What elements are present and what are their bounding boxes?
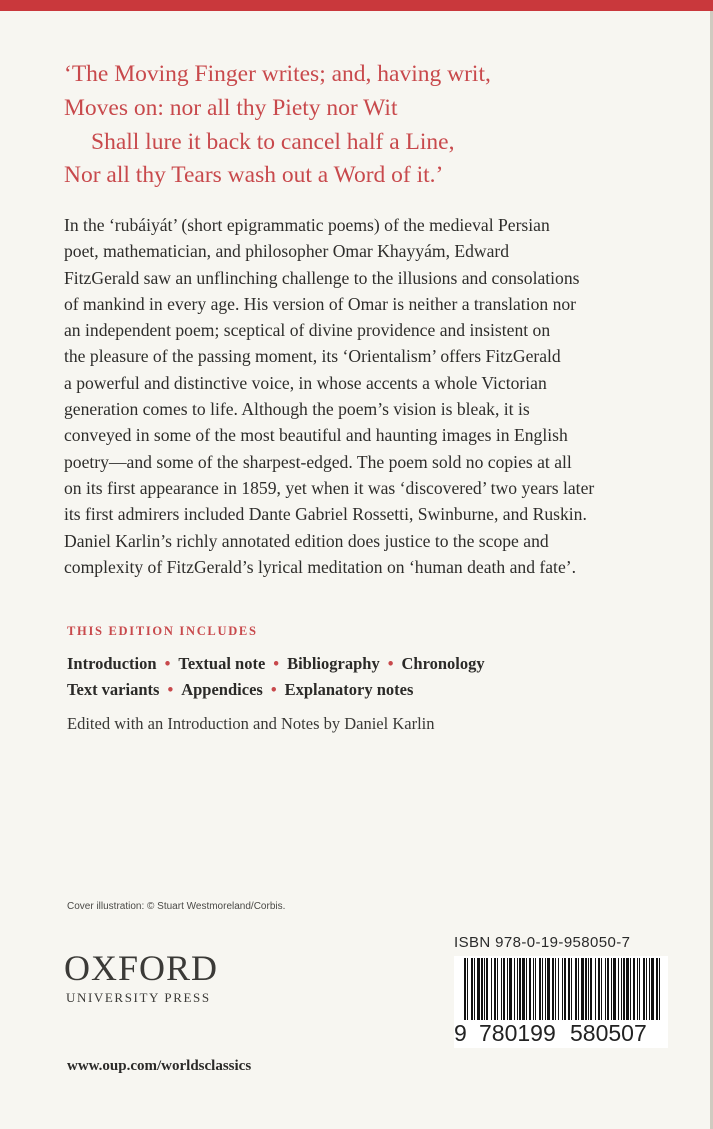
barcode-bar <box>514 958 515 1020</box>
barcode-bar <box>535 958 536 1020</box>
quote-line: ‘The Moving Finger writes; and, having writ, <box>64 61 491 87</box>
blurb-line: In the ‘rubáiyát’ (short epigrammatic poems) of the medieval Persian <box>64 215 550 235</box>
publisher-name: OXFORD <box>64 948 219 988</box>
bullet-separator: • <box>167 679 174 699</box>
barcode-bar <box>503 958 505 1020</box>
blurb-line: poetry—and some of the sharpest-edged. The poem sold no copies at all <box>64 451 572 472</box>
quote-line: Moves on: nor all thy Piety nor Wit <box>64 94 398 121</box>
barcode-bar <box>575 958 577 1020</box>
include-item: Introduction <box>67 654 157 673</box>
includes-row <box>67 677 627 703</box>
barcode-bar <box>590 958 592 1020</box>
barcode-bar <box>477 958 480 1020</box>
barcode-bar <box>578 958 579 1020</box>
barcode-bar <box>649 958 650 1020</box>
barcode-bar <box>613 958 616 1020</box>
barcode-bar <box>630 958 631 1020</box>
barcode-bar <box>507 958 508 1020</box>
barcode-bar <box>522 958 525 1020</box>
publisher-subtitle: UNIVERSITY PRESS <box>66 990 211 1005</box>
barcode-bar <box>481 958 483 1020</box>
barcode-bar <box>517 958 518 1020</box>
barcode-bar <box>539 958 541 1020</box>
blurb-line: of mankind in every age. His version of Omar is neither a translation nor <box>64 293 577 314</box>
blurb-line: poet, mathematician, and philosopher Omar Khayyám, Edward <box>64 241 510 262</box>
barcode-bar <box>581 958 584 1020</box>
quote-line: Shall lure it back to cancel half a Line, <box>91 128 455 155</box>
includes-row <box>67 651 627 677</box>
barcode-bar <box>542 958 543 1020</box>
barcode-bar <box>623 958 625 1020</box>
barcode-bar <box>533 958 534 1020</box>
barcode-bar <box>526 958 527 1020</box>
barcode-bar <box>585 958 587 1020</box>
include-item: Bibliography <box>287 654 380 673</box>
blurb-line: FitzGerald saw an unflinching challenge to the illusions and consolations <box>64 267 580 288</box>
barcode-bar <box>552 958 554 1020</box>
barcode-bar <box>558 958 559 1020</box>
website-link[interactable]: www.oup.com/worldsclassics <box>67 1058 252 1074</box>
barcode-bar <box>494 958 496 1020</box>
barcode-bar <box>471 958 473 1020</box>
editor-credit: Edited with an Introduction and Notes by Daniel Karlin <box>67 714 435 733</box>
barcode-bar <box>568 958 570 1020</box>
barcode-bar <box>474 958 475 1020</box>
barcode-bar <box>621 958 622 1020</box>
blurb-line: generation comes to life. Although the poem’s vision is bleak, it is <box>64 399 530 420</box>
barcode-bar <box>501 958 502 1020</box>
barcode-bar <box>651 958 654 1020</box>
barcode-bar <box>626 958 629 1020</box>
bullet-separator: • <box>164 654 171 673</box>
barcode-bar <box>519 958 521 1020</box>
barcode-bar <box>633 958 635 1020</box>
bullet-separator: • <box>387 654 394 673</box>
blurb-line: a powerful and distinctive voice, in whose accents a whole Victorian <box>64 372 547 393</box>
barcode-bar <box>598 958 600 1020</box>
barcode-digits <box>454 1020 668 1048</box>
include-item: Chronology <box>401 654 485 673</box>
barcode-bar <box>605 958 606 1020</box>
isbn-label: ISBN 978-0-19-958050-7 <box>454 934 631 951</box>
include-item: Explanatory notes <box>284 679 414 699</box>
top-color-band <box>0 0 713 11</box>
cover-illustration-credit: Cover illustration: © Stuart Westmoreland/Corbis. <box>67 901 286 912</box>
barcode-bar <box>486 958 488 1020</box>
description-blurb <box>64 212 654 580</box>
quote-line: Nor all thy Tears wash out a Word of it.’ <box>64 162 444 189</box>
barcode-bar <box>643 958 645 1020</box>
blurb-line: conveyed in some of the most beautiful and haunting images in English <box>64 425 568 446</box>
blurb-line: an independent poem; sceptical of divine providence and insistent on <box>64 320 551 341</box>
include-item: Textual note <box>178 654 266 673</box>
blurb-line: complexity of FitzGerald’s lyrical meditation on ‘human death and fate’. <box>64 556 577 577</box>
barcode-digit-group: 580507 <box>570 1020 647 1046</box>
blurb-line: on its first appearance in 1859, yet when it was ‘discovered’ two years later <box>64 477 595 498</box>
barcode-digit-group: 780199 <box>479 1020 556 1046</box>
barcode-bar <box>484 958 485 1020</box>
barcode-bar <box>509 958 512 1020</box>
barcode-bar <box>555 958 556 1020</box>
barcode-bar <box>547 958 550 1020</box>
bullet-separator: • <box>270 679 277 699</box>
blurb-line: its first admirers included Dante Gabriel Rossetti, Swinburne, and Ruskin. <box>64 504 587 525</box>
barcode-bar <box>607 958 609 1020</box>
barcode-digit-group: 9 <box>454 1020 467 1046</box>
epigraph-quote <box>64 58 684 193</box>
barcode-bar <box>639 958 640 1020</box>
barcode-bar <box>588 958 589 1020</box>
barcode-bar <box>637 958 638 1020</box>
barcode-bar <box>529 958 531 1020</box>
barcode-bar <box>497 958 498 1020</box>
include-item: Text variants <box>67 679 160 699</box>
barcode-bar <box>545 958 546 1020</box>
barcode-bar <box>611 958 612 1020</box>
barcode-bar <box>491 958 492 1020</box>
includes-list <box>67 651 627 702</box>
barcode-bar <box>601 958 602 1020</box>
bullet-separator: • <box>273 654 280 673</box>
blurb-line: the pleasure of the passing moment, its ‘Orientalism’ offers FitzGerald <box>64 346 561 367</box>
barcode-bar <box>571 958 572 1020</box>
publisher-logo <box>64 948 218 1006</box>
barcode-bar <box>646 958 647 1020</box>
include-item: Appendices <box>181 679 263 699</box>
includes-heading: THIS EDITION INCLUDES <box>67 624 258 638</box>
barcode-bar <box>618 958 619 1020</box>
blurb-line: Daniel Karlin’s richly annotated edition does justice to the scope and <box>64 530 549 551</box>
barcode-bar <box>595 958 596 1020</box>
